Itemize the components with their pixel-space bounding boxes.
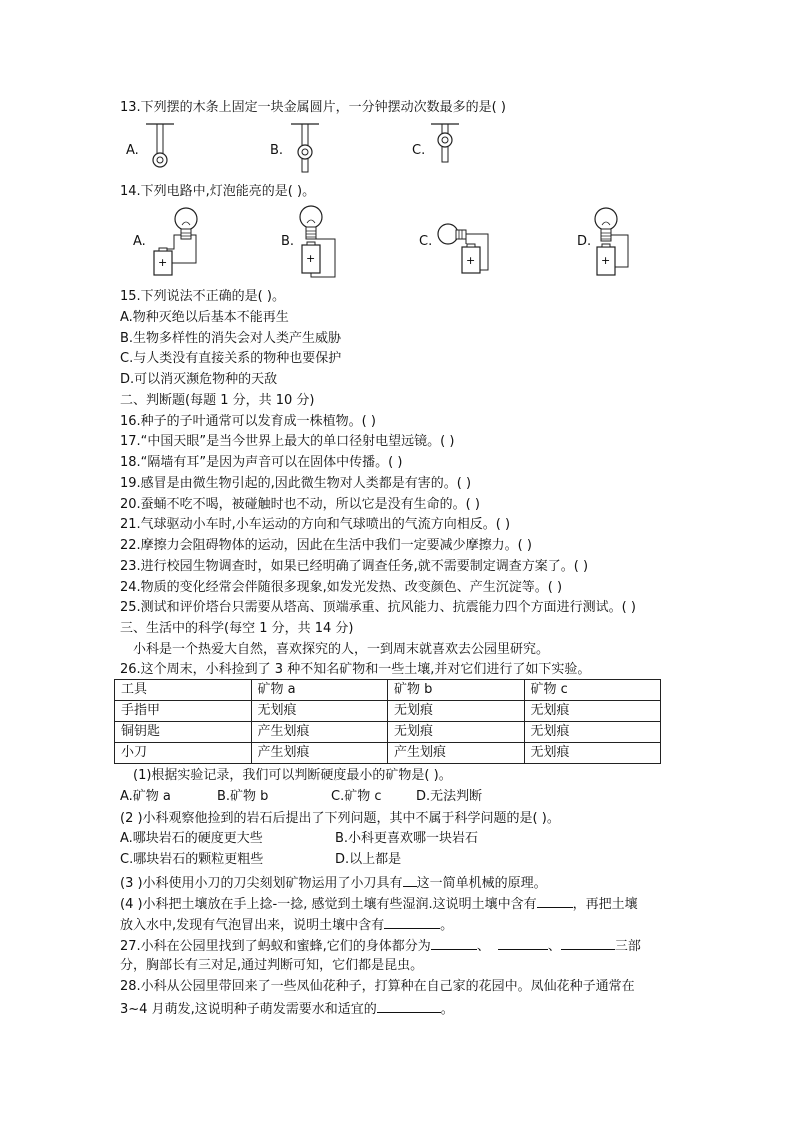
q15-option-c: C.与人类没有直接关系的物种也要保护	[120, 351, 342, 366]
q27-pre: 27.小科在公园里找到了蚂蚁和蜜蜂,它们的身体都分为	[120, 939, 431, 954]
judgment-16: 16.种子的子叶通常可以发育成一株植物。( )	[120, 414, 376, 429]
battery-a-plus: +	[158, 256, 168, 269]
q26-sub4-line1	[120, 894, 638, 913]
q26-sub1-stem: (1)根据实验记录，我们可以判断硬度最小的矿物是( )。	[133, 768, 452, 783]
q26-sub2-option-b: B.小科更喜欢哪一块岩石	[335, 831, 479, 846]
answer-blank[interactable]	[384, 915, 440, 929]
q15-option-a: A.物种灭绝以后基本不能再生	[120, 310, 289, 325]
q28-line2-pre: 3~4 月萌发,这说明种子萌发需要水和适宜的	[120, 1002, 377, 1017]
q26-sub4-pre: (4 )小科把土壤放在手上捻-一捻, 感觉到土壤有些湿润.这说明土壤中含有	[120, 897, 537, 912]
q26-sub1-option-c: C.矿物 c	[331, 789, 382, 804]
answer-blank[interactable]	[537, 894, 573, 908]
judgment-17: 17.“中国天眼”是当今世界上最大的单口径射电望远镜。( )	[120, 434, 455, 449]
judgment-19: 19.感冒是由微生物引起的,因此微生物对人类都是有害的。( )	[120, 476, 472, 491]
table-cell: 产生划痕	[388, 743, 525, 764]
q28-line2	[120, 999, 454, 1018]
q14-stem: 14.下列电路中,灯泡能亮的是( )。	[120, 184, 316, 199]
answer-blank[interactable]	[403, 873, 417, 887]
table-cell: 小刀	[115, 743, 252, 764]
answer-blank[interactable]	[431, 936, 477, 950]
pendulum-a-figure	[140, 120, 180, 176]
q14-option-b-label: B.	[281, 234, 295, 249]
q14-option-a-label: A.	[133, 234, 146, 249]
mineral-test-table	[114, 679, 661, 764]
q15-option-d: D.可以消灭濒危物种的天敌	[120, 372, 278, 387]
table-row	[115, 722, 661, 743]
section-3-title: 三、生活中的科学(每空 1 分，共 14 分)	[120, 621, 354, 636]
q26-sub2-option-c: C.哪块岩石的颗粒更粗些	[120, 852, 264, 867]
q28-line2-post: 。	[440, 1002, 454, 1017]
q26-sub1-option-d: D.无法判断	[416, 789, 483, 804]
q14-option-d-label: D.	[577, 234, 592, 249]
table-cell: 手指甲	[115, 701, 252, 722]
q26-sub4-mid: ，再把土壤	[572, 897, 638, 912]
q26-stem: 26.这个周末，小科捡到了 3 种不知名矿物和一些土壤,并对它们进行了如下实验。	[120, 662, 591, 677]
table-cell: 无划痕	[388, 701, 525, 722]
q27-post: 三部	[614, 939, 641, 954]
q26-sub4-line2-post: 。	[440, 918, 454, 933]
table-header-cell: 矿物 c	[524, 680, 661, 701]
answer-blank[interactable]	[561, 936, 615, 950]
judgment-25: 25.测试和评价塔台只需要从塔高、顶端承重、抗风能力、抗震能力四个方面进行测试。( )	[120, 600, 636, 615]
judgment-21: 21.气球驱动小车时,小车运动的方向和气球喷出的气流方向相反。( )	[120, 517, 511, 532]
section-3-intro: 小科是一个热爱大自然，喜欢探究的人，一到周末就喜欢去公园里研究。	[133, 642, 550, 657]
battery-d-plus: +	[601, 254, 611, 267]
q15-stem: 15.下列说法不正确的是( )。	[120, 289, 285, 304]
table-cell: 无划痕	[524, 722, 661, 743]
answer-blank[interactable]	[377, 999, 441, 1013]
q14-option-c-label: C.	[419, 234, 433, 249]
battery-c-plus: +	[466, 254, 476, 267]
table-header-row	[115, 680, 661, 701]
q15-option-b: B.生物多样性的消失会对人类产生威胁	[120, 331, 342, 346]
table-cell: 无划痕	[524, 743, 661, 764]
q26-sub2-option-d: D.以上都是	[335, 852, 402, 867]
circuit-b-figure	[295, 203, 345, 279]
q26-sub3-post: 这一简单机械的原理。	[416, 876, 547, 891]
q28-line1: 28.小科从公园里带回来了一些凤仙花种子，打算种在自己家的花园中。凤仙花种子通常在	[120, 979, 635, 994]
q27-line1	[120, 936, 641, 955]
q13-option-c-label: C.	[412, 143, 426, 158]
q26-sub1-option-a: A.矿物 a	[120, 789, 171, 804]
table-cell: 铜钥匙	[115, 722, 252, 743]
q27-line2: 分，胸部长有三对足,通过判断可知，它们都是昆虫。	[120, 958, 424, 973]
q26-sub3	[120, 873, 547, 892]
circuit-c-figure	[436, 220, 496, 280]
table-row	[115, 743, 661, 764]
pendulum-c-figure	[425, 120, 465, 176]
judgment-18: 18.“隔墙有耳”是因为声音可以在固体中传播。( )	[120, 455, 403, 470]
q26-sub1-option-b: B.矿物 b	[217, 789, 269, 804]
q13-stem: 13.下列摆的木条上固定一块金属圆片，一分钟摆动次数最多的是( )	[120, 100, 506, 115]
circuit-a-figure	[150, 205, 210, 277]
q13-option-b-label: B.	[270, 143, 284, 158]
table-cell: 产生划痕	[251, 743, 388, 764]
judgment-23: 23.进行校园生物调查时，如果已经明确了调查任务,就不需要制定调查方案了。( )	[120, 559, 589, 574]
table-cell: 无划痕	[388, 722, 525, 743]
q13-option-a-label: A.	[126, 143, 139, 158]
table-header-cell: 工具	[115, 680, 252, 701]
q26-sub3-pre: (3 )小科使用小刀的刀尖刻划矿物运用了小刀具有	[120, 876, 403, 891]
table-header-cell: 矿物 a	[251, 680, 388, 701]
q27-sep: 、	[476, 939, 490, 954]
section-2-title: 二、判断题(每题 1 分，共 10 分)	[120, 393, 315, 408]
table-cell: 无划痕	[251, 701, 388, 722]
table-header-cell: 矿物 b	[388, 680, 525, 701]
q26-sub2-stem: (2 )小科观察他捡到的岩石后提出了下列问题，其中不属于科学问题的是( )。	[120, 811, 560, 826]
battery-b-plus: +	[306, 252, 316, 265]
judgment-20: 20.蚕蛹不吃不喝，被碰触时也不动，所以它是没有生命的。( )	[120, 497, 480, 512]
q27-sep: 、	[547, 939, 561, 954]
pendulum-b-figure	[285, 120, 325, 176]
q26-sub4-line2	[120, 915, 453, 934]
q26-sub2-option-a: A.哪块岩石的硬度更大些	[120, 831, 263, 846]
table-cell: 无划痕	[524, 701, 661, 722]
answer-blank[interactable]	[498, 936, 548, 950]
q26-sub4-line2-pre: 放入水中,发现有气泡冒出来，说明土壤中含有	[120, 918, 385, 933]
circuit-d-figure	[592, 205, 642, 279]
table-row	[115, 701, 661, 722]
table-cell: 产生划痕	[251, 722, 388, 743]
judgment-22: 22.摩擦力会阻碍物体的运动，因此在生活中我们一定要减少摩擦力。( )	[120, 538, 532, 553]
judgment-24: 24.物质的变化经常会伴随很多现象,如发光发热、改变颜色、产生沉淀等。( )	[120, 580, 563, 595]
